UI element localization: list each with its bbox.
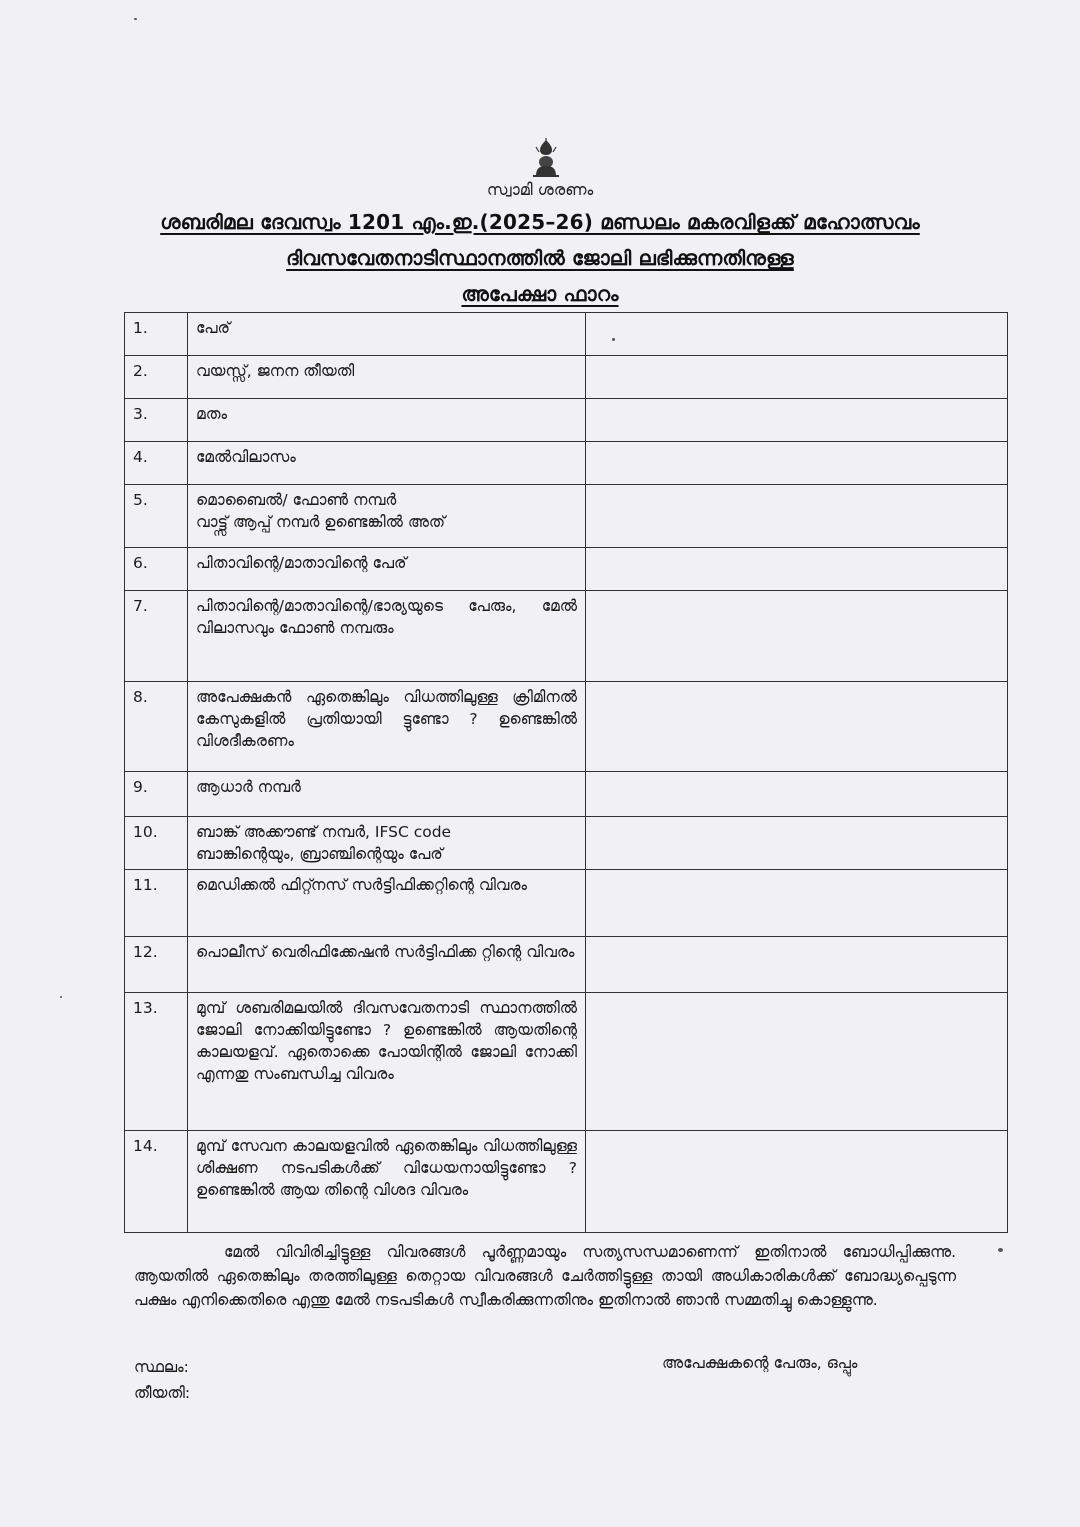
form-row — [125, 356, 1008, 399]
form-row — [125, 682, 1008, 772]
field-label: പേര് — [188, 313, 586, 356]
answer-field[interactable] — [586, 442, 1008, 485]
row-number: 13. — [125, 993, 188, 1131]
form-row — [125, 399, 1008, 442]
form-row — [125, 1131, 1008, 1233]
answer-field[interactable] — [586, 313, 1008, 356]
scan-speck — [612, 338, 615, 341]
row-number: 7. — [125, 591, 188, 682]
row-number: 8. — [125, 682, 188, 772]
place-date-block — [134, 1354, 190, 1406]
answer-field[interactable] — [586, 548, 1008, 591]
field-label: മതം — [188, 399, 586, 442]
row-number: 11. — [125, 870, 188, 937]
field-label: വയസ്സ്, ജനന തീയതി — [188, 356, 586, 399]
row-number: 9. — [125, 772, 188, 817]
row-number: 4. — [125, 442, 188, 485]
row-number: 12. — [125, 937, 188, 993]
answer-field[interactable] — [586, 993, 1008, 1131]
application-form-table — [124, 312, 1008, 1233]
answer-field[interactable] — [586, 937, 1008, 993]
field-label: ബാങ്ക് അക്കൗണ്ട് നമ്പർ, IFSC code ബാങ്കിന്റെയും, ബ്രാഞ്ചിന്റെയും പേര് — [188, 817, 586, 870]
form-title-line2: ദിവസവേതനാടിസ്ഥാനത്തിൽ ജോലി ലഭിക്കുന്നതിനുള്ള — [286, 246, 794, 270]
signature-label: അപേക്ഷകന്റെ പേരും, ഒപ്പും — [662, 1354, 858, 1372]
form-title-line3: അപേക്ഷാ ഫാറം — [461, 282, 619, 306]
field-label: മെഡിക്കൽ ഫിറ്റ്നസ് സർട്ടിഫിക്കറ്റിന്റെ വിവരം — [188, 870, 586, 937]
form-title-line1: ശബരിമല ദേവസ്വം 1201 എം.ഇ.(2025–26) മണ്ഡലം മകരവിളക്ക് മഹോത്സവം — [160, 210, 920, 234]
row-number: 14. — [125, 1131, 188, 1233]
answer-field[interactable] — [586, 682, 1008, 772]
field-label: ആധാർ നമ്പർ — [188, 772, 586, 817]
scan-speck — [60, 996, 62, 998]
answer-field[interactable] — [586, 772, 1008, 817]
field-label: മുമ്പ് സേവന കാലയളവിൽ ഏതെങ്കിലും വിധത്തിലുള്ള ശിക്ഷണ നടപടികൾക്ക് വിധേയനായിട്ടുണ്ടോ ? ഉണ്ടെങ്കിൽ ആയ തിന്റെ വിശദ വിവരം — [188, 1131, 586, 1233]
answer-field[interactable] — [586, 1131, 1008, 1233]
field-label: മൊബൈൽ/ ഫോൺ നമ്പർ വാട്ട്സ് ആപ്പ് നമ്പർ ഉണ്ടെങ്കിൽ അത് — [188, 485, 586, 548]
row-number: 3. — [125, 399, 188, 442]
field-label: മുമ്പ് ശബരിമലയിൽ ദിവസവേതനാടി സ്ഥാനത്തിൽ ജോലി നോക്കിയിട്ടുണ്ടോ ? ഉണ്ടെങ്കിൽ ആയതിന്റെ കാലയളവ്. ഏതൊക്കെ പോയിന്റിൽ ജോലി നോക്കി എന്നതു സംബന്ധിച്ച വിവരം — [188, 993, 586, 1131]
form-row — [125, 485, 1008, 548]
form-row — [125, 937, 1008, 993]
form-row — [125, 993, 1008, 1131]
field-label: പിതാവിന്റെ/മാതാവിന്റെ പേര് — [188, 548, 586, 591]
row-number: 2. — [125, 356, 188, 399]
scan-speck — [134, 18, 137, 20]
form-row — [125, 548, 1008, 591]
form-row — [125, 772, 1008, 817]
invocation-text: സ്വാമി ശരണം — [486, 180, 594, 199]
answer-field[interactable] — [586, 485, 1008, 548]
declaration-paragraph — [134, 1240, 956, 1312]
row-number: 1. — [125, 313, 188, 356]
answer-field[interactable] — [586, 399, 1008, 442]
row-number: 10. — [125, 817, 188, 870]
ayyappa-emblem-icon — [530, 138, 562, 178]
field-label: പൊലീസ് വെരിഫിക്കേഷൻ സർട്ടിഫിക്ക റ്റിന്റെ വിവരം — [188, 937, 586, 993]
form-row — [125, 817, 1008, 870]
answer-field[interactable] — [586, 356, 1008, 399]
form-row — [125, 870, 1008, 937]
row-number: 6. — [125, 548, 188, 591]
form-row — [125, 442, 1008, 485]
declaration-text: മേൽ വിവിരിച്ചിട്ടുള്ള വിവരങ്ങൾ പൂർണ്ണമായും സത്യസന്ധമാണെന്ന് ഇതിനാൽ ബോധിപ്പിക്കുന്നു. ആയതിൽ ഏതെങ്കിലും തരത്തിലുള്ള തെറ്റായ വിവരങ്ങൾ ചേർത്തിട്ടുള്ള തായി അധികാരികൾക്ക് ബോദ്ധ്യപ്പെടുന്ന പക്ഷം എനിക്കെതിരെ എന്തു മേൽ നടപടികൾ സ്വീകരിക്കുന്നതിനും ഇതിനാൽ ഞാൻ സമ്മതിച്ചു കൊള്ളുന്നു. — [134, 1243, 956, 1309]
date-label: തീയതി: — [134, 1384, 191, 1402]
place-label: സ്ഥലം: — [134, 1358, 189, 1376]
answer-field[interactable] — [586, 817, 1008, 870]
field-label: പിതാവിന്റെ/മാതാവിന്റെ/ഭാര്യയുടെ പേരും, മേൽ വിലാസവും ഫോൺ നമ്പരും — [188, 591, 586, 682]
answer-field[interactable] — [586, 591, 1008, 682]
form-row — [125, 313, 1008, 356]
field-label: മേൽവിലാസം — [188, 442, 586, 485]
field-label: അപേക്ഷകൻ ഏതെങ്കിലും വിധത്തിലുള്ള ക്രിമിനൽ കേസുകളിൽ പ്രതിയായി ട്ടുണ്ടോ ? ഉണ്ടെങ്കിൽ വിശദീകരണം — [188, 682, 586, 772]
scan-speck — [998, 1248, 1003, 1252]
form-row — [125, 591, 1008, 682]
answer-field[interactable] — [586, 870, 1008, 937]
row-number: 5. — [125, 485, 188, 548]
